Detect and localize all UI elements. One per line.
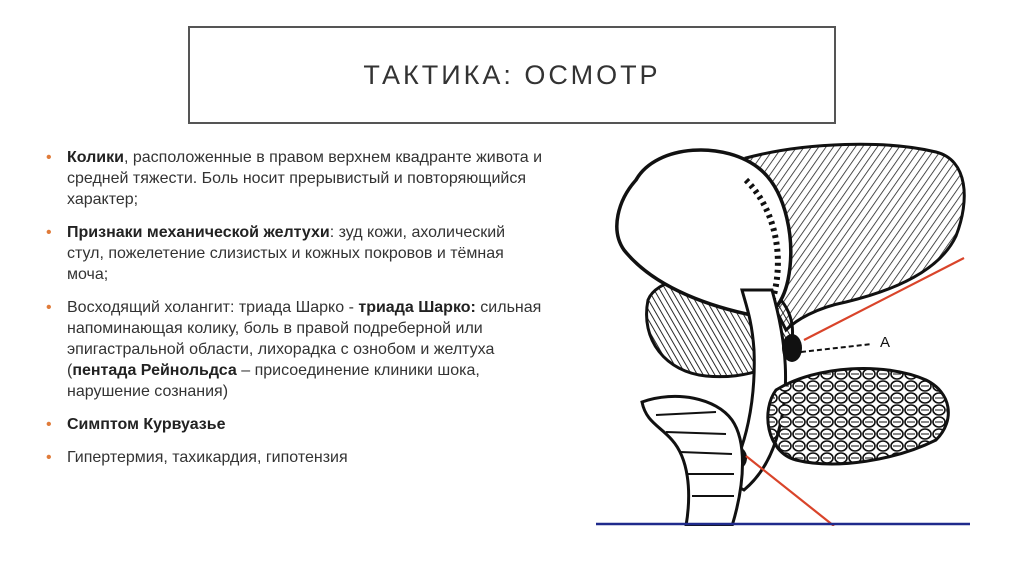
arrow-lower	[746, 456, 834, 526]
bullet-text: , расположенные в правом верхнем квадранте живота и средней тяжести. Боль носит прерывистый и повторяющийся характер;	[67, 149, 543, 208]
bullet-strong: Признаки механической желтухи	[67, 224, 330, 241]
bullet-text: Восходящий холангит: триада Шарко -	[67, 299, 359, 316]
bullet-marker: •	[46, 149, 52, 166]
bullet-item-vitals	[46, 447, 546, 468]
bullet-marker: •	[46, 299, 52, 316]
bullet-item-jaundice	[46, 222, 546, 285]
bullet-text: сильная напоминающая колику, боль в правой подреберной или эпигастральной области, лихорадка с ознобом и желтуха (	[67, 299, 542, 379]
label-a: A	[880, 334, 891, 351]
bullet-item-colic	[46, 147, 546, 210]
bullet-strong: триада Шарко:	[358, 299, 476, 316]
bullet-strong: Колики	[67, 149, 124, 166]
bullet-text: : зуд кожи, ахолический стул, пожелетение слизистых и кожных покровов и тёмная моча;	[67, 224, 506, 283]
bullet-marker: •	[46, 224, 52, 241]
bullet-marker: •	[46, 449, 52, 466]
bullet-strong: пентада Рейнольдса	[72, 362, 237, 379]
stone-upper	[782, 334, 802, 362]
gallbladder-illustration	[596, 140, 970, 526]
title-box	[188, 26, 836, 124]
bullet-marker: •	[46, 416, 52, 433]
bullet-item-courvoisier	[46, 414, 546, 435]
label-leader-line	[801, 344, 872, 352]
bullet-text: – присоединение клиники шока, нарушение сознания)	[67, 362, 480, 400]
slide-title: ТАКТИКА: ОСМОТР	[363, 59, 661, 90]
bullet-text: Гипертермия, тахикардия, гипотензия	[67, 449, 348, 466]
bullet-strong: Симптом Курвуазье	[67, 416, 226, 433]
pancreas-shape	[768, 369, 949, 464]
bullet-item-cholangitis	[46, 297, 546, 402]
bullet-list	[46, 147, 546, 480]
